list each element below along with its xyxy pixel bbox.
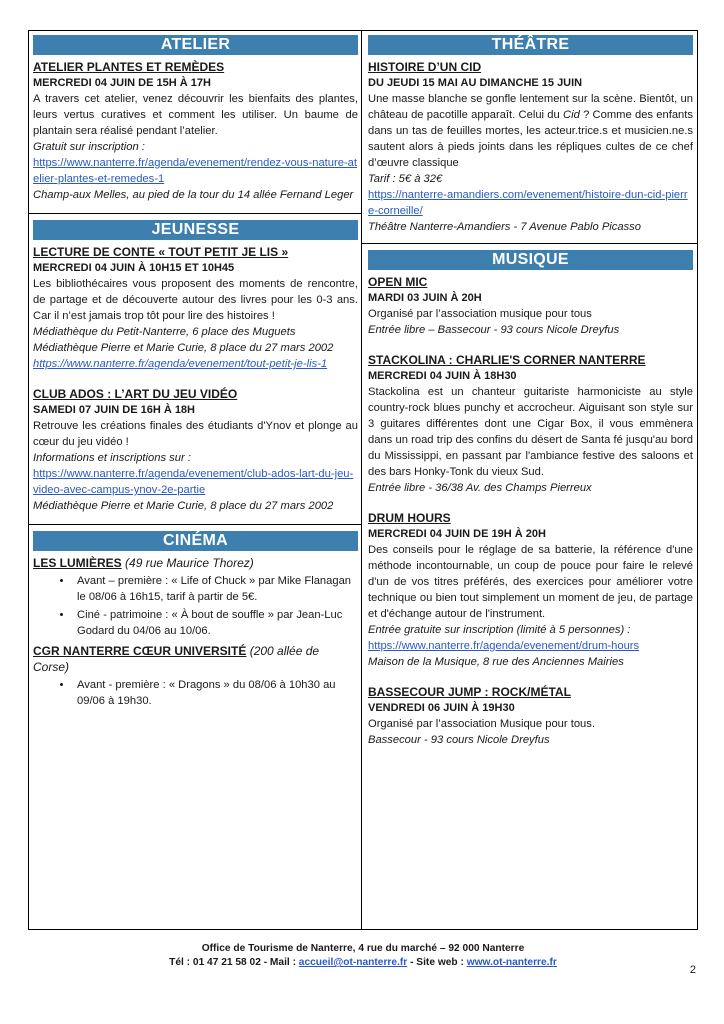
event-description: Une masse blanche se gonfle lentement sur la scène. Bientôt, un château de pacotille apparaît. Celui du Cid ? Comme des enfants dans un tas de feuilles mortes, les acteur.trice.s et musicien.ne.s sautent alors à pieds joints dans les répliques cultes de ce chef d’œuvre classique xyxy=(368,93,693,169)
section-header-cinema: CINÉMA xyxy=(33,531,358,551)
cinema-cgr-list xyxy=(33,677,358,709)
event-place: Médiathèque du Petit-Nanterre, 6 place des Muguets xyxy=(33,326,296,338)
event-place: Entrée libre - 36/38 Av. des Champs Pierreux xyxy=(368,482,592,494)
event-place: Théâtre Nanterre-Amandiers - 7 Avenue Pablo Picasso xyxy=(368,221,641,233)
event-title: STACKOLINA : CHARLIE'S CORNER NANTERRE xyxy=(368,353,646,367)
event-note: Gratuit sur inscription : xyxy=(33,141,145,153)
event-note: Informations et inscriptions sur : xyxy=(33,452,191,464)
left-column xyxy=(29,31,362,929)
event-date: MERCREDI 04 JUIN DE 19H À 20H xyxy=(368,528,546,540)
email-link[interactable]: accueil@ot-nanterre.fr xyxy=(298,957,408,968)
event-title: OPEN MIC xyxy=(368,275,428,289)
event-stackolina xyxy=(368,352,693,496)
event-place: Maison de la Musique, 8 rue des Anciennes Mairies xyxy=(368,656,624,668)
event-description: A travers cet atelier, venez découvrir les bienfaits des plantes, leurs vertus curatives et comment les utiliser. Un baume de plantain sera réalisé pendant l’atelier. xyxy=(33,93,358,137)
cinema-lumieres xyxy=(33,555,358,571)
event-club-ados xyxy=(33,386,358,514)
event-date: MERCREDI 04 JUIN DE 15H À 17H xyxy=(33,77,211,89)
event-date: DU JEUDI 15 MAI AU DIMANCHE 15 JUIN xyxy=(368,77,583,89)
event-bassecour-jump xyxy=(368,684,693,748)
event-title: DRUM HOURS xyxy=(368,511,451,525)
event-title: BASSECOUR JUMP : ROCK/MÉTAL xyxy=(368,685,571,699)
event-note: Entrée gratuite sur inscription (limité à 5 personnes) : xyxy=(368,624,631,636)
event-link[interactable]: https://www.nanterre.fr/agenda/evenement/rendez-vous-nature-atelier-plantes-et-remedes-1 xyxy=(33,157,357,185)
event-date: VENDREDI 06 JUIN À 19H30 xyxy=(368,702,515,714)
event-description: Retrouve les créations finales des étudiants d'Ynov et plonge au cœur du jeu vidéo ! xyxy=(33,420,358,448)
event-place: Entrée libre – Bassecour - 93 cours Nicole Dreyfus xyxy=(368,324,620,336)
event-title: HISTOIRE D’UN CID xyxy=(368,60,482,74)
event-link[interactable]: https://www.nanterre.fr/agenda/evenement/club-ados-lart-du-jeu-video-avec-campus-ynov-2e-partie xyxy=(33,468,354,496)
event-place: Bassecour - 93 cours Nicole Dreyfus xyxy=(368,734,550,746)
website-link[interactable]: www.ot-nanterre.fr xyxy=(466,957,557,968)
event-open-mic xyxy=(368,274,693,338)
footer-contact: Tél : 01 47 21 58 02 - Mail : accueil@ot-nanterre.fr - Site web : www.ot-nanterre.fr xyxy=(169,957,557,968)
cinema-name: LES LUMIÈRES xyxy=(33,556,122,570)
cinema-cgr xyxy=(33,643,358,675)
cinema-address: (49 rue Maurice Thorez) xyxy=(121,556,254,570)
cinema-name: CGR NANTERRE CŒUR UNIVERSITÉ xyxy=(33,644,247,658)
event-place: Médiathèque Pierre et Marie Curie, 8 place du 27 mars 2002 xyxy=(33,500,334,512)
event-date: SAMEDI 07 JUIN DE 16H À 18H xyxy=(33,404,195,416)
event-link[interactable]: https://nanterre-amandiers.com/evenement/histoire-dun-cid-pierre-corneille/ xyxy=(368,189,688,217)
footer xyxy=(28,942,698,970)
event-title: CLUB ADOS : L’ART DU JEU VIDÉO xyxy=(33,387,238,401)
agenda-page xyxy=(28,30,698,930)
event-date: MARDI 03 JUIN À 20H xyxy=(368,292,482,304)
event-link[interactable]: https://www.nanterre.fr/agenda/evenement/tout-petit-je-lis-1 xyxy=(33,358,328,370)
section-header-theatre: THÉÂTRE xyxy=(368,35,693,55)
event-atelier-plantes xyxy=(33,59,358,203)
page-number: 2 xyxy=(689,964,696,976)
cinema-address: (200 allée de Corse) xyxy=(33,644,320,674)
event-drum-hours xyxy=(368,510,693,670)
event-description: Stackolina est un chanteur guitariste harmoniciste au style country-rock blues punchy et accrocheur. Aiguisant son style sur 3 guitares différentes dont une Cigar Box, il vous emmènera dans un road trip des confins du désert de Santa fé jusqu'au bord du Mississippi, en passant par l'ambiance festive des saloons et des bars Honky-Tonk du vieux Sud. xyxy=(368,386,693,478)
section-header-jeunesse: JEUNESSE xyxy=(33,220,358,240)
event-date: MERCREDI 04 JUIN À 18H30 xyxy=(368,370,517,382)
event-histoire-cid xyxy=(368,59,693,235)
event-description: Organisé par l’association musique pour tous xyxy=(368,308,592,320)
list-item: • Avant - première : « Dragons » du 08/06 à 10h30 au 09/06 à 19h30. xyxy=(73,677,358,709)
event-title: LECTURE DE CONTE « TOUT PETIT JE LIS » xyxy=(33,245,289,259)
event-description: Organisé par l’association Musique pour tous. xyxy=(368,718,595,730)
event-place: Médiathèque Pierre et Marie Curie, 8 place du 27 mars 2002 xyxy=(33,342,334,354)
event-link[interactable]: https://www.nanterre.fr/agenda/evenement/drum-hours xyxy=(368,640,640,652)
event-description: Les bibliothécaires vous proposent des moments de rencontre, de partage et de découverte autour des livres pour les 0-3 ans. Car il n’est jamais trop tôt pour lire des histoires ! xyxy=(33,278,358,322)
section-header-musique: MUSIQUE xyxy=(368,250,693,270)
footer-address: Office de Tourisme de Nanterre, 4 rue du marché – 92 000 Nanterre xyxy=(201,943,525,954)
event-description: Des conseils pour le réglage de sa batterie, la référence d'une méthode incontournable, un coup de pouce pour faire le relevé d'un de vos titres préférés, des exercices pour améliorer votre technique ou bien tout simplement un moment de jeu, de partage et d'échange autour de l'instrument. xyxy=(368,544,693,620)
list-item: • Avant – première : « Life of Chuck » par Mike Flanagan le 08/06 à 16h15, tarif à partir de 5€. xyxy=(73,573,358,605)
cinema-lumieres-list xyxy=(33,573,358,639)
event-tarif: Tarif : 5€ à 32€ xyxy=(368,173,443,185)
list-item: • Ciné - patrimoine : « À bout de souffle » par Jean-Luc Godard du 04/06 au 10/06. xyxy=(73,607,358,639)
event-place: Champ-aux Melles, au pied de la tour du 14 allée Fernand Leger xyxy=(33,189,354,201)
section-header-atelier: ATELIER xyxy=(33,35,358,55)
event-date: MERCREDI 04 JUIN À 10H15 ET 10H45 xyxy=(33,262,235,274)
event-title: ATELIER PLANTES ET REMÈDES xyxy=(33,60,225,74)
right-column xyxy=(362,31,697,929)
event-lecture-conte xyxy=(33,244,358,372)
